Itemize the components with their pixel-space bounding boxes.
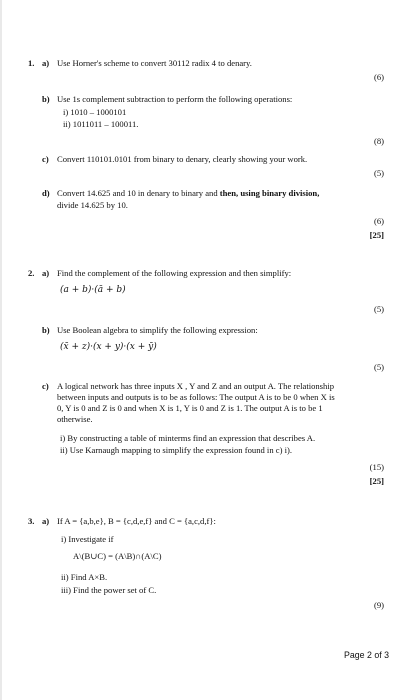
q2-number: 2.: [28, 268, 35, 278]
q2a-marks: (5): [373, 304, 384, 314]
q1d-text-bold: then, using binary division,: [219, 188, 320, 198]
q1a-label: a): [42, 58, 50, 68]
q3a-iii: iii) Find the power set of C.: [61, 585, 157, 595]
q2c-line-2: between inputs and outputs is to be as follows: The output A is to be 0 when X is: [57, 392, 335, 402]
q2c-line-3: 0, Y is 0 and Z is 0 and when X is 1, Y is 0 and Z is 1. The output A is to be 1: [57, 403, 323, 413]
q2c-item-i: i) By constructing a table of minterms find an expression that describes A.: [60, 433, 316, 443]
page-edge: [0, 0, 2, 700]
q1c-label: c): [42, 154, 49, 164]
q2-total: [25]: [369, 476, 384, 486]
q2a-expression: (a + b)·(ā + b): [60, 285, 126, 295]
q3a-label: a): [42, 516, 50, 526]
q1d-text-line2: divide 14.625 by 10.: [57, 200, 128, 210]
q3a-ii: ii) Find A×B.: [61, 572, 108, 582]
q1d-marks: (6): [373, 216, 384, 226]
q3a-marks: (9): [373, 600, 384, 610]
q1d-text-plain: Convert 14.625 and 10 in denary to binary and: [57, 188, 220, 198]
q1b-item-ii: ii) 1011011 – 100011.: [63, 119, 139, 129]
q2c-item-ii: ii) Use Karnaugh mapping to simplify the expression found in c) i).: [60, 445, 292, 455]
q1c-text: Convert 110101.0101 from binary to denary, clearly showing your work.: [57, 154, 308, 164]
q2c-marks: (15): [369, 462, 384, 472]
q1-total: [25]: [369, 230, 384, 240]
q1-number: 1.: [28, 58, 35, 68]
q1a-marks: (6): [373, 72, 384, 82]
q1b-text: Use 1s complement subtraction to perform the following operations:: [57, 94, 293, 104]
q3a-text: If A = {a,b,e}, B = {c,d,e,f} and C = {a,c,d,f}:: [57, 516, 216, 526]
q3-number: 3.: [28, 516, 35, 526]
q2a-label: a): [42, 268, 50, 278]
q1a-text: Use Horner's scheme to convert 30112 radix 4 to denary.: [57, 58, 252, 68]
page-footer: Page 2 of 3: [344, 650, 389, 660]
q2c-line-4: otherwise.: [57, 414, 93, 424]
q2b-text: Use Boolean algebra to simplify the following expression:: [57, 325, 258, 335]
q3a-i-label: i) Investigate if: [61, 534, 114, 544]
q2c-line-1: A logical network has three inputs X , Y and Z and an output A. The relationship: [57, 381, 335, 391]
q1d-label: d): [42, 188, 50, 198]
q1d-text: [57, 188, 319, 199]
q1b-item-i: i) 1010 – 1000101: [63, 107, 127, 117]
q3a-formula: A\(B∪C) = (A\B)∩(A\C): [73, 551, 162, 561]
q1c-marks: (5): [373, 168, 384, 178]
q2b-expression: (x̄ + z)·(x + y)·(x + ȳ): [60, 342, 157, 352]
q1b-label: b): [42, 94, 50, 104]
q2a-text: Find the complement of the following expression and then simplify:: [57, 268, 292, 278]
q2b-marks: (5): [373, 362, 384, 372]
q2b-label: b): [42, 325, 50, 335]
q1b-marks: (8): [373, 136, 384, 146]
q2c-label: c): [42, 381, 49, 391]
